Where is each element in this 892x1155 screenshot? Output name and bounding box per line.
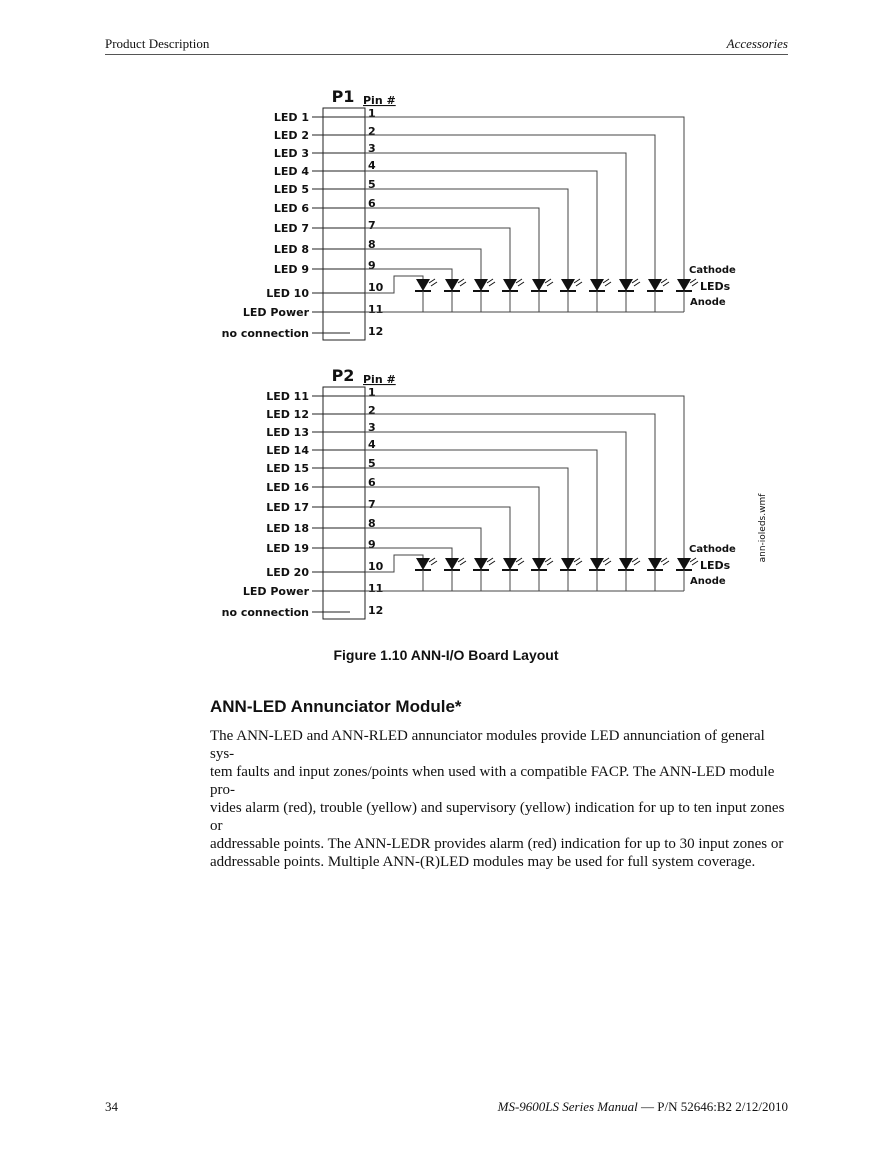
led-light-arrow-icon (460, 561, 466, 565)
body-paragraph (210, 727, 790, 871)
paragraph-line: The ANN-LED and ANN-RLED annunciator modules provide LED annunciation of general sys- (210, 728, 765, 762)
led-light-arrow-icon (458, 279, 464, 283)
led-diode-icon (590, 558, 604, 570)
footer-manual-info (498, 1099, 788, 1115)
led-light-arrow-icon (661, 558, 667, 562)
anode-label: Anode (690, 297, 726, 308)
cathode-label: Cathode (689, 544, 736, 555)
pin-label: LED 2 (273, 129, 309, 142)
pin-label: LED 11 (266, 390, 309, 403)
led-light-arrow-icon (487, 558, 493, 562)
led-diode-icon (648, 279, 662, 291)
led-light-arrow-icon (547, 282, 553, 286)
pin-number: 4 (368, 159, 376, 172)
led-diode-icon (677, 279, 691, 291)
led-light-arrow-icon (545, 279, 551, 283)
paragraph-line: tem faults and input zones/points when used with a compatible FACP. The ANN-LED module pro- (210, 764, 775, 798)
pin-number: 1 (368, 386, 376, 399)
pin-label: LED 12 (266, 408, 309, 421)
pin-label: LED 8 (273, 243, 309, 256)
pin-label: LED 19 (266, 542, 309, 555)
pin-label: LED 14 (266, 444, 309, 457)
led-light-arrow-icon (576, 561, 582, 565)
pin-number: 6 (368, 476, 376, 489)
pin-label: LED 1 (273, 111, 309, 124)
pin-number: 12 (368, 325, 384, 338)
pin-label: LED 17 (266, 501, 309, 514)
pin-number: 9 (368, 538, 376, 551)
pin-number: 8 (368, 238, 376, 251)
cathode-trace (365, 208, 539, 279)
led-light-arrow-icon (663, 282, 669, 286)
connector-name: P2 (331, 366, 355, 385)
anode-label: Anode (690, 576, 726, 587)
page-header-chapter: Accessories (726, 36, 788, 51)
led-light-arrow-icon (431, 561, 437, 565)
pin-label: LED Power (242, 585, 309, 598)
pin-label: LED 6 (273, 202, 309, 215)
section-heading: ANN-LED Annunciator Module* (210, 697, 462, 716)
led-light-arrow-icon (460, 282, 466, 286)
pin-label: no connection (221, 327, 309, 340)
pin-label: LED 10 (266, 287, 309, 300)
led-diode-icon (532, 279, 546, 291)
led-light-arrow-icon (518, 282, 524, 286)
footer-manual-ref: — P/N 52646:B2 2/12/2010 (637, 1099, 788, 1114)
led-light-arrow-icon (545, 558, 551, 562)
pin-number: 9 (368, 259, 376, 272)
pin-number: 10 (368, 560, 384, 573)
pin-header: Pin # (363, 94, 396, 107)
led-light-arrow-icon (516, 279, 522, 283)
footer-manual-title: MS-9600LS Series Manual (497, 1099, 638, 1114)
cathode-trace (365, 548, 452, 558)
pin-label: LED 5 (273, 183, 309, 196)
pin-number: 10 (368, 281, 384, 294)
led-diode-icon (619, 279, 633, 291)
cathode-trace (365, 249, 481, 279)
diagram-connector-groups (222, 87, 736, 619)
pin-label: LED 16 (266, 481, 309, 494)
pin-header: Pin # (363, 373, 396, 386)
led-diode-icon (445, 558, 459, 570)
pin-label: LED 20 (266, 566, 309, 579)
led-light-arrow-icon (518, 561, 524, 565)
pin-label: LED 3 (273, 147, 309, 160)
led-diode-icon (445, 279, 459, 291)
led-light-arrow-icon (489, 561, 495, 565)
leds-label: LEDs (700, 559, 731, 572)
led-diode-icon (619, 558, 633, 570)
led-diode-icon (503, 279, 517, 291)
pin-number: 2 (368, 125, 376, 138)
led-light-arrow-icon (634, 561, 640, 565)
led-light-arrow-icon (692, 561, 698, 565)
led-light-arrow-icon (603, 558, 609, 562)
pin-number: 3 (368, 142, 376, 155)
led-light-arrow-icon (489, 282, 495, 286)
pin-number: 11 (368, 582, 384, 595)
led-diode-icon (416, 558, 430, 570)
pin-number: 12 (368, 604, 384, 617)
pin-number: 1 (368, 107, 376, 120)
connector-body (323, 387, 365, 619)
led-light-arrow-icon (429, 279, 435, 283)
led-light-arrow-icon (516, 558, 522, 562)
leds-label: LEDs (700, 280, 731, 293)
pin-label: LED 7 (273, 222, 309, 235)
led-diode-icon (474, 279, 488, 291)
cathode-label: Cathode (689, 265, 736, 276)
led-light-arrow-icon (603, 279, 609, 283)
pin-number: 7 (368, 219, 376, 232)
led-light-arrow-icon (576, 282, 582, 286)
pin-label: LED 9 (273, 263, 309, 276)
led-light-arrow-icon (487, 279, 493, 283)
led-light-arrow-icon (574, 279, 580, 283)
paragraph-line: addressable points. Multiple ANN-(R)LED modules may be used for full system coverage. (210, 854, 756, 870)
pin-label: LED 18 (266, 522, 309, 535)
pin-number: 5 (368, 457, 376, 470)
cathode-trace (365, 528, 481, 558)
led-light-arrow-icon (429, 558, 435, 562)
led-diode-icon (561, 279, 575, 291)
connector-name: P1 (331, 87, 355, 106)
pin-number: 6 (368, 197, 376, 210)
led-light-arrow-icon (661, 279, 667, 283)
connector-group-p2 (222, 366, 736, 619)
led-light-arrow-icon (574, 558, 580, 562)
cathode-trace (365, 487, 539, 558)
cathode-trace (365, 189, 568, 279)
led-light-arrow-icon (632, 558, 638, 562)
connector-body (323, 108, 365, 340)
cathode-trace (365, 117, 684, 279)
pin-label: no connection (221, 606, 309, 619)
diagram-file-label: ann-ioleds.wmf (758, 493, 768, 563)
led-diode-icon (416, 279, 430, 291)
led-light-arrow-icon (547, 561, 553, 565)
pin-label: LED Power (242, 306, 309, 319)
led-light-arrow-icon (692, 282, 698, 286)
pin-number: 11 (368, 303, 384, 316)
led-diode-icon (561, 558, 575, 570)
led-light-arrow-icon (632, 279, 638, 283)
cathode-trace (365, 153, 626, 279)
led-diode-icon (648, 558, 662, 570)
cathode-trace (365, 396, 684, 558)
cathode-trace (365, 468, 568, 558)
led-light-arrow-icon (605, 561, 611, 565)
pin-number: 5 (368, 178, 376, 191)
led-light-arrow-icon (458, 558, 464, 562)
led-light-arrow-icon (431, 282, 437, 286)
led-light-arrow-icon (605, 282, 611, 286)
led-light-arrow-icon (690, 558, 696, 562)
cathode-trace (365, 432, 626, 558)
cathode-trace (365, 507, 510, 558)
pin-label: LED 15 (266, 462, 309, 475)
figure-caption: Figure 1.10 ANN-I/O Board Layout (333, 647, 559, 663)
pin-number: 2 (368, 404, 376, 417)
led-diode-icon (677, 558, 691, 570)
led-diode-icon (503, 558, 517, 570)
led-light-arrow-icon (690, 279, 696, 283)
led-diode-icon (474, 558, 488, 570)
led-light-arrow-icon (634, 282, 640, 286)
pin-number: 3 (368, 421, 376, 434)
pin-number: 7 (368, 498, 376, 511)
led-light-arrow-icon (663, 561, 669, 565)
pin-label: LED 13 (266, 426, 309, 439)
cathode-trace (365, 269, 452, 279)
cathode-trace (365, 228, 510, 279)
pin-number: 8 (368, 517, 376, 530)
pin-label: LED 4 (273, 165, 309, 178)
footer-page-number: 34 (105, 1099, 118, 1114)
led-diode-icon (532, 558, 546, 570)
paragraph-line: vides alarm (red), trouble (yellow) and supervisory (yellow) indication for up to ten input zones or (210, 800, 785, 834)
led-diode-icon (590, 279, 604, 291)
page-header-section: Product Description (105, 36, 210, 51)
paragraph-line: addressable points. The ANN-LEDR provides alarm (red) indication for up to 30 input zones or (210, 836, 784, 852)
pin-number: 4 (368, 438, 376, 451)
connector-group-p1 (222, 87, 736, 340)
